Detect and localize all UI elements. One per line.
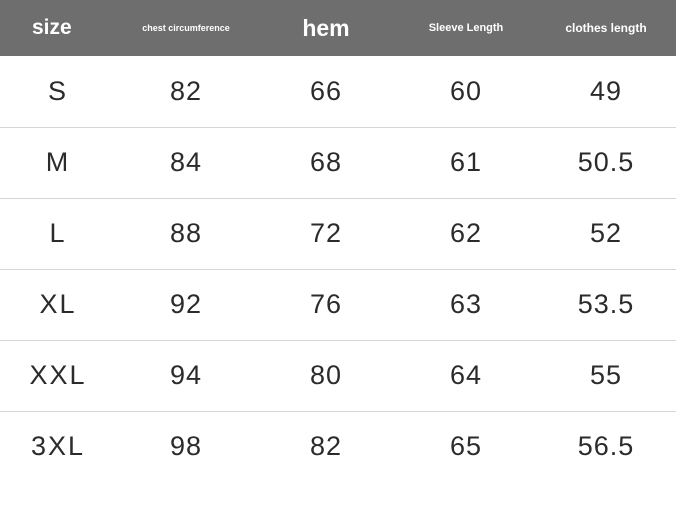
table-row [0,198,676,269]
table-row [0,56,676,127]
cell-sleeve: 60 [396,56,536,127]
table-row [0,411,676,482]
column-header-hem: hem [302,14,350,41]
cell-chest: 94 [116,340,256,411]
cell-size: XXL [0,340,116,411]
column-header-chest-circumference: chest circumference [142,23,230,33]
cell-length: 55 [536,340,676,411]
column-header-clothes-length: clothes length [565,21,647,35]
table-header [0,0,676,56]
cell-sleeve: 62 [396,198,536,269]
table-row [0,340,676,411]
table-row [0,127,676,198]
cell-length: 49 [536,56,676,127]
cell-length: 50.5 [536,127,676,198]
cell-size: XL [0,269,116,340]
cell-sleeve: 61 [396,127,536,198]
cell-size: M [0,127,116,198]
table-row [0,269,676,340]
cell-chest: 98 [169,431,203,462]
cell-hem: 82 [309,431,343,462]
cell-size: 3XL [30,431,86,462]
cell-hem: 76 [256,269,396,340]
cell-size: L [0,198,116,269]
cell-chest: 84 [116,127,256,198]
cell-chest: 92 [116,269,256,340]
cell-sleeve: 65 [449,431,483,462]
table-body [0,56,676,482]
cell-sleeve: 63 [396,269,536,340]
cell-length: 56.5 [577,431,635,462]
cell-sleeve: 64 [396,340,536,411]
table-header-row [0,0,676,56]
cell-chest: 82 [116,56,256,127]
cell-hem: 68 [256,127,396,198]
column-header-size: size [32,16,72,39]
cell-size: S [0,56,116,127]
cell-hem: 80 [256,340,396,411]
cell-chest: 88 [116,198,256,269]
cell-hem: 72 [256,198,396,269]
cell-length: 52 [536,198,676,269]
cell-hem: 66 [256,56,396,127]
cell-length: 53.5 [536,269,676,340]
column-header-sleeve-length: Sleeve Length [428,22,504,34]
